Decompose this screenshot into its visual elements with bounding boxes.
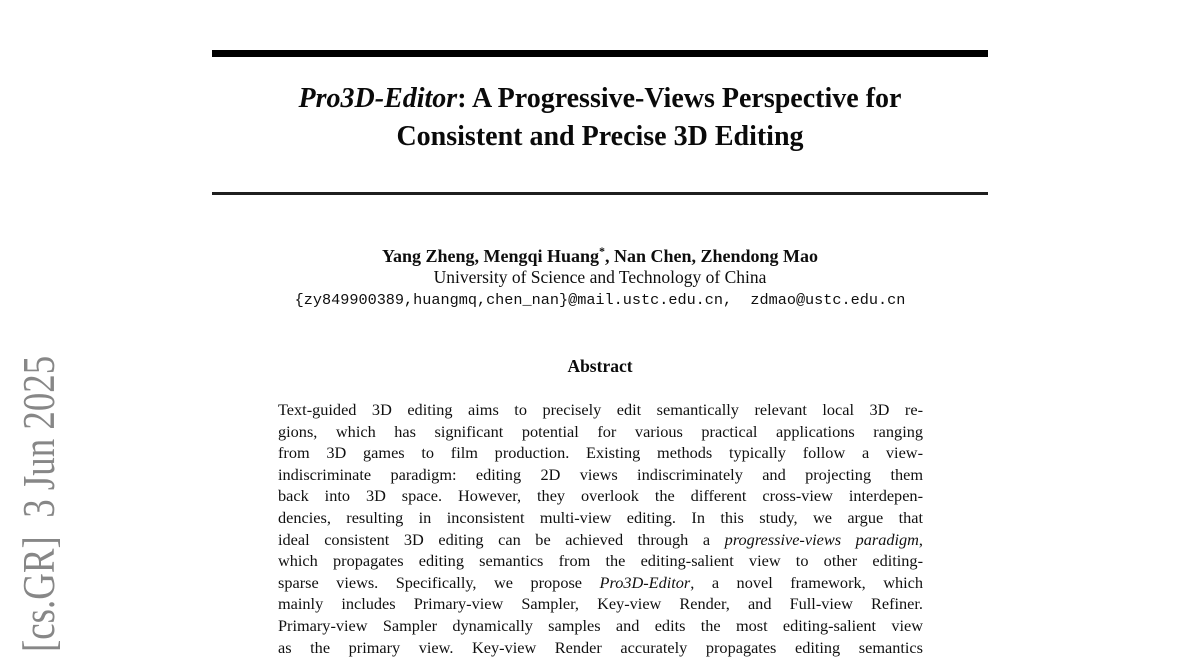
abstract-text <box>278 399 923 658</box>
abstract-line <box>278 421 923 443</box>
abstract-italic-term: progressive-views paradigm <box>724 529 919 549</box>
abstract-line <box>278 442 923 464</box>
abstract-line <box>278 507 923 529</box>
abstract-line-text: Text-guided 3D editing aims to precisely edit semantically relevant local 3D re- <box>278 400 923 419</box>
author-names-after: , Nan Chen, Zhendong Mao <box>605 246 819 266</box>
author-emails: {zy849900389,huangmq,chen_nan}@mail.ustc.edu.cn, zdmao@ustc.edu.cn <box>294 290 906 309</box>
abstract-line <box>278 615 923 637</box>
abstract-line <box>278 637 923 658</box>
abstract-line <box>278 464 923 486</box>
abstract-line <box>278 399 923 421</box>
paper-title-line1 <box>0 80 1200 118</box>
author-names <box>0 246 1200 267</box>
paper-title-name: Pro3D-Editor <box>298 83 458 114</box>
abstract-line-text: sparse views. Specifically, we propose <box>278 572 600 592</box>
abstract-line-text: indiscriminate paradigm: editing 2D views indiscriminately and projecting them <box>278 464 923 484</box>
abstract-line <box>278 529 923 551</box>
abstract-heading: Abstract <box>567 356 633 376</box>
title-bottom-rule <box>212 192 988 195</box>
abstract-line-text: from 3D games to film production. Existing methods typically follow a view- <box>278 443 923 463</box>
paper-title-line2: Consistent and Precise 3D Editing <box>396 121 804 152</box>
abstract-line <box>278 550 923 572</box>
affiliation: University of Science and Technology of China <box>433 267 767 287</box>
abstract-line <box>278 593 923 615</box>
top-rule <box>212 50 988 57</box>
abstract-line-text: mainly includes Primary-view Sampler, Key-view Render, and Full-view Refiner. <box>278 594 923 614</box>
abstract-line-text: ideal consistent 3D editing can be achieved through a <box>278 529 725 549</box>
paper-title-line1-rest: : A Progressive-Views Perspective for <box>457 83 902 114</box>
abstract-line-text: dencies, resulting in inconsistent multi-view editing. In this study, we argue that <box>278 507 923 527</box>
abstract-line-text: Primary-view Sampler dynamically samples and edits the most editing-salient view <box>278 615 923 635</box>
author-names-before: Yang Zheng, Mengqi Huang <box>381 246 599 266</box>
abstract-line-text: as the primary view. Key-view Render accurately propagates editing semantics <box>278 637 923 657</box>
author-block <box>0 246 1200 312</box>
abstract-italic-term: Pro3D-Editor <box>599 572 691 592</box>
arxiv-stamp-text: [cs.GR] 3 Jun 2025 <box>14 355 64 652</box>
author-asterisk: * <box>599 244 605 258</box>
abstract-line <box>278 572 923 594</box>
abstract-line-text: , <box>918 529 923 549</box>
abstract-line-text: which propagates editing semantics from the editing-salient view to other editing- <box>278 551 923 571</box>
abstract-line <box>278 485 923 507</box>
abstract-line-text: , a novel framework, which <box>690 572 923 592</box>
paper-title <box>0 80 1200 156</box>
abstract-line-text: gions, which has significant potential for various practical applications ranging <box>278 421 923 441</box>
abstract-line-text: back into 3D space. However, they overlook the different cross-view interdepen- <box>278 486 923 506</box>
